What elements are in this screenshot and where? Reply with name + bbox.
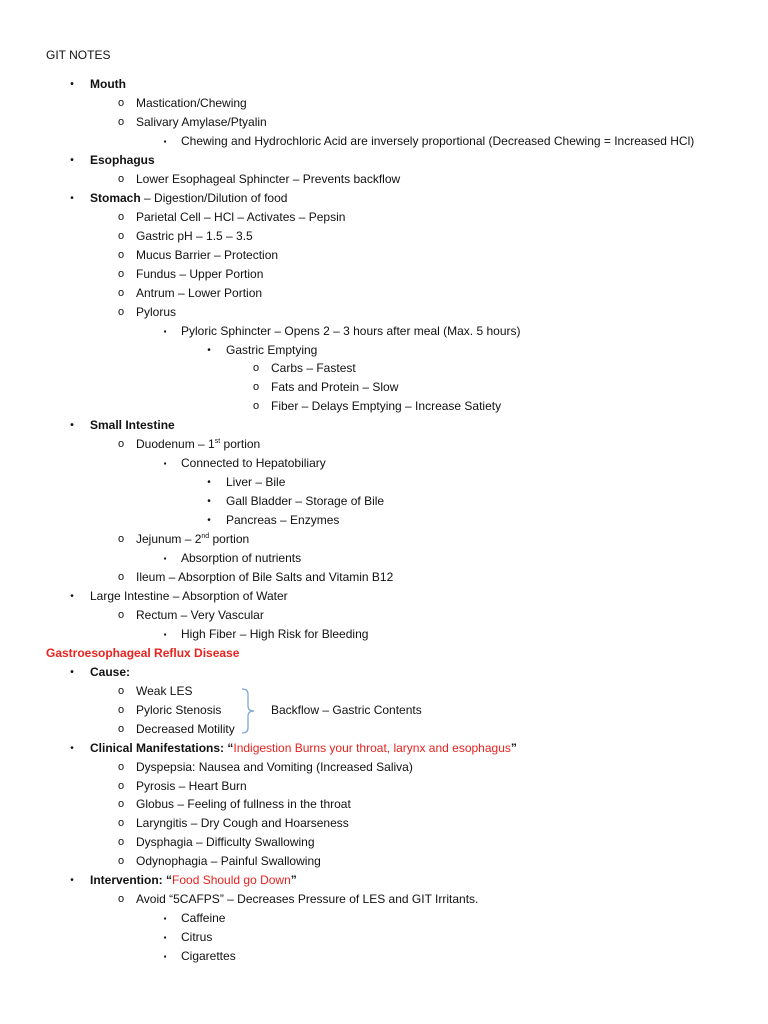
square-bullet: ▪ [163,933,167,942]
intervention-mnemonic: Food Should go Down [172,873,291,887]
list-item-fats: o Fats and Protein – Slow [271,378,398,397]
list-item-ph: o Gastric pH – 1.5 – 3.5 [136,227,253,246]
list-item-pyrosis: o Pyrosis – Heart Burn [136,777,247,796]
circle-bullet: o [117,798,125,810]
manifest-mnemonic: Indigestion Burns your throat, larynx and esophagus [233,741,511,755]
circle-bullet: o [117,533,125,545]
list-item-weak-les: o Weak LES [136,682,192,701]
list-item-citrus: ▪ Citrus [181,928,212,947]
disc-bullet: • [207,345,211,356]
list-item-fundus: o Fundus – Upper Portion [136,265,263,284]
list-item-motility: o Decreased Motility [136,720,235,739]
circle-bullet: o [117,211,125,223]
list-item-parietal: o Parietal Cell – HCl – Activates – Pepsin [136,208,345,227]
list-item-jejunum: o Jejunum – 2nd portion [136,530,249,549]
document-title: GIT NOTES [46,48,111,62]
disc-bullet: • [70,420,74,431]
circle-bullet: o [117,704,125,716]
circle-bullet: o [117,268,125,280]
right-brace-icon [240,688,262,734]
backflow-label: Backflow – Gastric Contents [271,703,422,717]
circle-bullet: o [252,381,260,393]
list-item-laryngitis: o Laryngitis – Dry Cough and Hoarseness [136,814,349,833]
list-item-duodenum: o Duodenum – 1st portion [136,435,260,454]
list-item-globus: o Globus – Feeling of fullness in the throat [136,795,351,814]
square-bullet: ▪ [163,459,167,468]
list-item-liver: • Liver – Bile [226,473,285,492]
list-item-pyloric-sphincter: ▪ Pyloric Sphincter – Opens 2 – 3 hours after meal (Max. 5 hours) [181,322,521,341]
disc-bullet: • [207,477,211,488]
disc-bullet: • [70,155,74,166]
circle-bullet: o [117,116,125,128]
disc-bullet: • [207,496,211,507]
list-item-mouth: • Mouth [90,75,126,94]
circle-bullet: o [117,173,125,185]
circle-bullet: o [117,306,125,318]
list-item-cigarettes: ▪ Cigarettes [181,947,236,966]
circle-bullet: o [117,230,125,242]
list-item-rectum: o Rectum – Very Vascular [136,606,264,625]
list-item-hcl-note: ▪ Chewing and Hydrochloric Acid are inversely proportional (Decreased Chewing = Increased HCl) [181,132,694,151]
circle-bullet: o [117,723,125,735]
list-item-gallbladder: • Gall Bladder – Storage of Bile [226,492,384,511]
disc-bullet: • [207,515,211,526]
circle-bullet: o [117,817,125,829]
disc-bullet: • [70,667,74,678]
circle-bullet: o [117,571,125,583]
list-item-carbs: o Carbs – Fastest [271,359,356,378]
square-bullet: ▪ [163,554,167,563]
list-item-caffeine: ▪ Caffeine [181,909,225,928]
disc-bullet: • [70,193,74,204]
list-item-odynophagia: o Odynophagia – Painful Swallowing [136,852,321,871]
list-item-clinical-manifestations: • Clinical Manifestations: “Indigestion Burns your throat, larynx and esophagus” [90,739,517,758]
circle-bullet: o [117,780,125,792]
circle-bullet: o [117,249,125,261]
square-bullet: ▪ [163,914,167,923]
circle-bullet: o [117,855,125,867]
list-item-hepatobiliary: ▪ Connected to Hepatobiliary [181,454,326,473]
section-heading-gerd: Gastroesophageal Reflux Disease [46,646,240,660]
circle-bullet: o [117,685,125,697]
disc-bullet: • [70,79,74,90]
list-item-mastication: o Mastication/Chewing [136,94,247,113]
list-item-dyspepsia: o Dyspepsia: Nausea and Vomiting (Increased Saliva) [136,758,413,777]
circle-bullet: o [252,400,260,412]
circle-bullet: o [117,893,125,905]
list-item-small-intestine: • Small Intestine [90,416,175,435]
square-bullet: ▪ [163,952,167,961]
list-item-large-intestine: • Large Intestine – Absorption of Water [90,587,288,606]
list-item-intervention: • Intervention: “Food Should go Down” [90,871,297,890]
list-item-fiber-risk: ▪ High Fiber – High Risk for Bleeding [181,625,368,644]
list-item-fiber: o Fiber – Delays Emptying – Increase Satiety [271,397,501,416]
list-item-absorption: ▪ Absorption of nutrients [181,549,301,568]
list-item-cause: • Cause: [90,663,130,682]
square-bullet: ▪ [163,630,167,639]
circle-bullet: o [117,438,125,450]
circle-bullet: o [117,761,125,773]
list-item-gastric-emptying: • Gastric Emptying [226,341,317,360]
circle-bullet: o [117,836,125,848]
list-item-ileum: o Ileum – Absorption of Bile Salts and Vitamin B12 [136,568,393,587]
list-item-avoid: o Avoid “5CAFPS” – Decreases Pressure of LES and GIT Irritants. [136,890,478,909]
list-item-stomach: • Stomach – Digestion/Dilution of food [90,189,287,208]
list-item-amylase: o Salivary Amylase/Ptyalin [136,113,267,132]
list-item-pylorus: o Pylorus [136,303,176,322]
list-item-mucus: o Mucus Barrier – Protection [136,246,278,265]
circle-bullet: o [117,287,125,299]
circle-bullet: o [117,609,125,621]
circle-bullet: o [117,97,125,109]
square-bullet: ▪ [163,327,167,336]
disc-bullet: • [70,875,74,886]
list-item-stenosis: o Pyloric Stenosis [136,701,221,720]
list-item-antrum: o Antrum – Lower Portion [136,284,262,303]
square-bullet: ▪ [163,137,167,146]
list-item-dysphagia: o Dysphagia – Difficulty Swallowing [136,833,315,852]
list-item-esophagus: • Esophagus [90,151,155,170]
list-item-pancreas: • Pancreas – Enzymes [226,511,339,530]
disc-bullet: • [70,591,74,602]
disc-bullet: • [70,743,74,754]
list-item-les: o Lower Esophageal Sphincter – Prevents backflow [136,170,400,189]
circle-bullet: o [252,362,260,374]
